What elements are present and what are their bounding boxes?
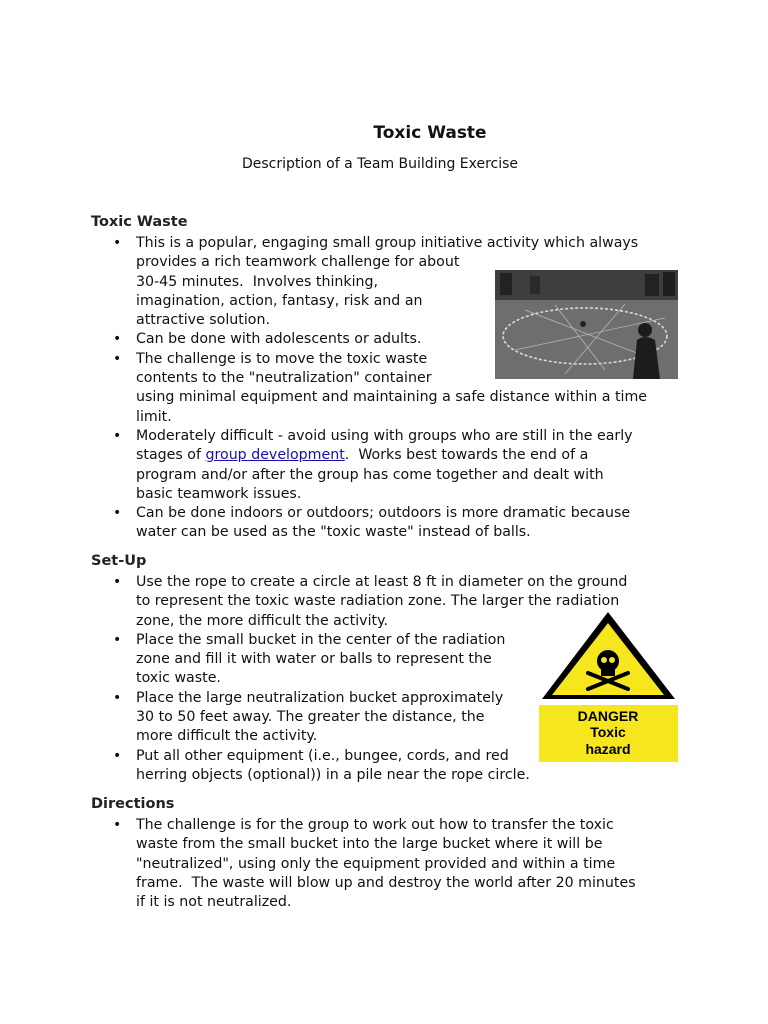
activity-photo (495, 270, 678, 379)
list-item-text: Can be done indoors or outdoors; outdoors is more dramatic because water can be used as the "toxic waste" instead of balls. (136, 505, 631, 541)
list-item-text: Put all other equipment (i.e., bungee, cords, and red herring objects (optional)) in a pile near the rope circle. (136, 747, 530, 783)
section-heading-set-up: Set-Up (91, 553, 147, 569)
page-subtitle: Description of a Team Building Exercise (241, 156, 519, 172)
list-item-text: This is a popular, engaging small group initiative activity which always provides a rich teamwork challenge for about 30-45 minutes. Involves thinking, imagination, action, fantasy, risk and an attractive solution. (136, 235, 639, 329)
directions-list (91, 816, 691, 912)
list-item (91, 427, 691, 504)
list-item-text: Can be done with adolescents or adults. (136, 331, 422, 348)
sign-toxic-text: Toxic (590, 724, 626, 740)
danger-toxic-hazard-sign (538, 609, 679, 764)
list-item (91, 504, 691, 543)
list-item (91, 816, 691, 912)
group-development-link[interactable]: group development (205, 447, 345, 464)
list-item-text: Place the large neutralization bucket approximately 30 to 50 feet away. The greater the distance, the more difficult the activity. (136, 689, 504, 745)
list-item-text: The challenge is for the group to work out how to transfer the toxic waste from the small bucket into the large bucket where it will be "neutralized", using only the equipment provided and within a time frame. The waste will blow up and destroy the world after 20 minutes if it is not neutralized. (136, 817, 636, 911)
sign-hazard-text: hazard (585, 741, 631, 757)
list-item-text: Use the rope to create a circle at least 8 ft in diameter on the ground to represent the toxic waste radiation zone. The larger the radiation zone, the more difficult the activity. (136, 574, 628, 629)
section-heading-directions: Directions (91, 796, 175, 812)
section-heading-toxic-waste: Toxic Waste (91, 214, 188, 230)
list-item-text: The challenge is to move the toxic waste contents to the "neutralization" container using minimal equipment and maintaining a safe distance within a time limit. (136, 350, 648, 425)
list-item-text: Place the small bucket in the center of the radiation zone and fill it with water or balls to represent the toxic waste. (136, 631, 506, 687)
list-item-text: Moderately difficult - avoid using with groups who are still in the early stages of group development. Works best towards the end of a program and/or after the group has come together and dealt with basic teamwork issues. (136, 427, 633, 502)
page-title: Toxic Waste (373, 123, 487, 143)
sign-danger-text: DANGER (577, 708, 639, 724)
